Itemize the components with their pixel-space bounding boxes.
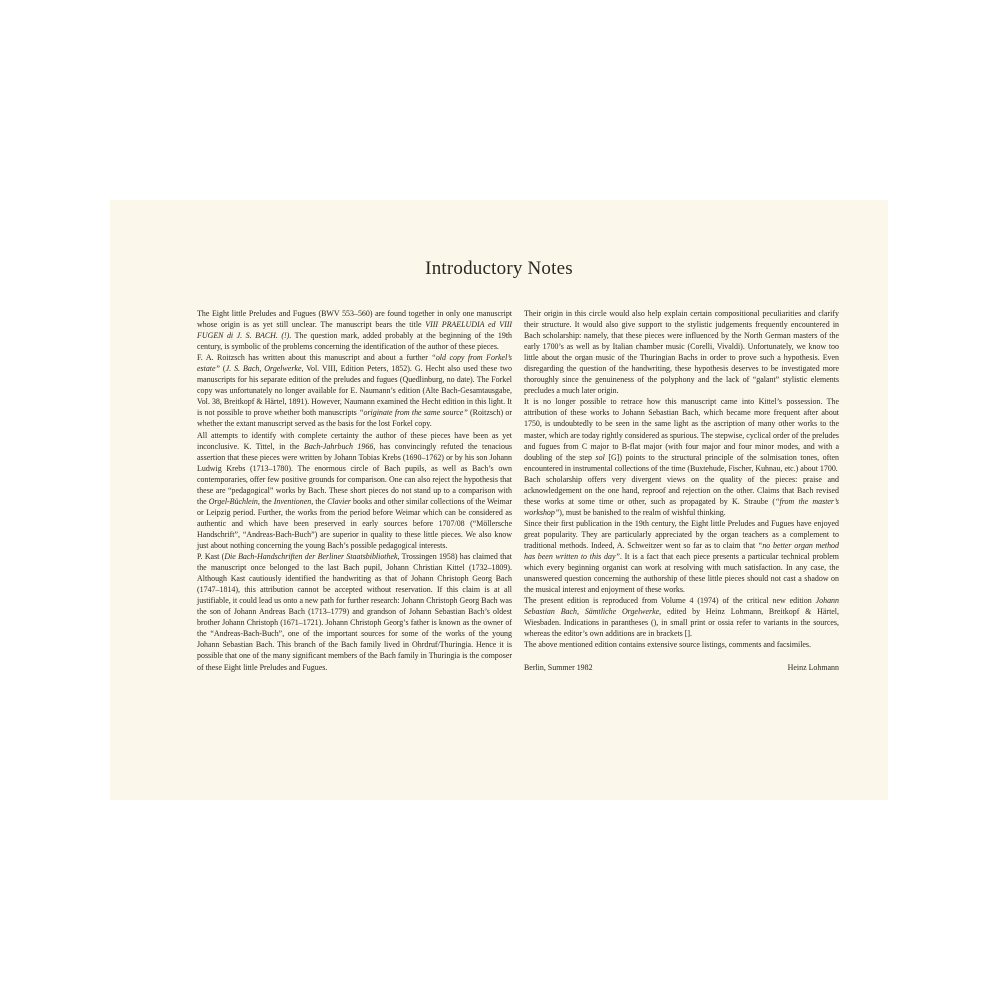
paragraph: The Eight little Preludes and Fugues (BWV 553–560) are found together in only one manuscript whose origin is as yet still unclear. The manuscript bears the title VIII PRAELUDIA ed VIII FUGEN di J. S. BACH. (!). The question mark, added probably at the beginning of the 19th century, is symbolic of the problems concerning the identification of the author of these pieces. bbox=[197, 309, 513, 352]
left-column bbox=[197, 308, 512, 673]
paragraph: All attempts to identify with complete certainty the author of these pieces have been as yet inconclusive. K. Tittel, in the Bach-Jahrbuch 1966, has convincingly refuted the tenacious assertion that these pieces were written by Johann Tobias Krebs (1690–1762) or by his son Johann Ludwig Krebs (1713–1780). The enormous circle of Bach pupils, as well as Bach’s own contemporaries, offer few positive grounds for comparison. One can also reject the hypothesis that these are “pedagogical” works by Bach. These short pieces do not stand up to a comparison with the Orgel-Büchlein, the Inventionen, the Clavier books and other similar collections of the Weimar or Leipzig period. Further, the works from the period before Weimar which can be considered as authentic and which have been preserved in early sources before 1707/08 (“Möllersche Handschrift”, “Andreas-Bach-Buch”) are superior in quality to these little pieces. We also know just about nothing concerning the young Bach’s possible pedagogical interests. bbox=[197, 430, 513, 550]
paragraph: P. Kast (Die Bach-Handschriften der Berliner Staatsbibliothek, Trossingen 1958) has claimed that the manuscript once belonged to the last Bach pupil, Johann Christian Kittel (1732–1809). Although Kast cautiously identified the handwriting as that of Johann Christoph Georg Bach (1747–1814), this attribution cannot be accepted without reservation. If this claim is at all justifiable, it could lead us onto a new path for further research: Johann Christoph Georg Bach was the son of Johann Andreas Bach (1713–1779) and grandson of Johann Sebastian Bach’s oldest brother Johann Christoph (1671–1721). Johann Christoph Georg’s father is known as the owner of the “Andreas-Bach-Buch”, one of the important sources for some of the works of the young Johann Sebastian Bach. This branch of the Bach family lived in Ohrdruf/Thuringia. Hence it is possible that one of the many significant members of the Bach family in Thuringia is the composer of these Eight little Preludes and Fugues. bbox=[197, 552, 512, 672]
paragraph: Bach scholarship offers very divergent views on the quality of the pieces: praise and acknowledgement on the one hand, reproof and rejection on the other. Claims that Bach revised these works at some time or other, such as propagated by K. Straube (“from the master’s workshop”), must be banished to the realm of wishful thinking. bbox=[524, 474, 840, 517]
place-date: Berlin, Summer 1982 bbox=[524, 663, 593, 673]
paragraph: F. A. Roitzsch has written about this manuscript and about a further “old copy from Forkel’s estate” (J. S. Bach, Orgelwerke, Vol. VIII, Edition Peters, 1852). G. Hecht also used these two manuscripts for his separate edition of the preludes and fugues (Quedlinburg, no date). The Forkel copy was unfortunately no longer available for E. Naumann’s edition (Alte Bach-Gesamtausgabe, Vol. 38, Breitkopf & Härtel, 1891). However, Naumann examined the Hecht edition in this light. It is not possible to prove whether both manuscripts “originate from the same source” (Roitzsch) or whether the extant manuscript served as the basis for the lost Forkel copy. bbox=[197, 353, 512, 429]
document-page bbox=[110, 200, 888, 800]
paragraph: Their origin in this circle would also help explain certain compositional peculiarities and clarify their structure. It would also give support to the stylistic judgements frequently encountered in Bach scholarship: namely, that these pieces were influenced by the North German masters of the early 1700’s as well as by Italian chamber music (Corelli, Vivaldi). Unfortunately, we know too little about the organ music of the Thuringian Bachs in order to prove such a hypothesis. Even disregarding the question of the handwriting, these hypothesis deserves to be investigated more thoroughly since the genuineness of the polyphony and the lack of “galant” stylistic elements precludes a much later origin. bbox=[524, 309, 839, 396]
page-title: Introductory Notes bbox=[425, 258, 573, 279]
paragraph: It is no longer possible to retrace how this manuscript came into Kittel’s possession. The attribution of these works to Johann Sebastian Bach, which became more frequent after about 1750, is undoubtedly to be seen in the same light as the ascription of many other works to the master, which are today rightly considered as spurious. The stepwise, cyclical order of the preludes and fugues from C major to B-flat major (with four major and four minor modes, and with a doubling of the step sol [G]) points to the structural principle of the solmisation tones, often encountered in instrumental collections of the time (Buxtehude, Fischer, Kuhnau, etc.) about 1700. bbox=[524, 397, 839, 473]
right-column bbox=[524, 308, 839, 674]
paragraph: The present edition is reproduced from Volume 4 (1974) of the critical new edition Johann Sebastian Bach, Sämtliche Orgelwerke, edited by Heinz Lohmann, Breitkopf & Härtel, Wiesbaden. Indications in parantheses (), in small print or ossia refer to variants in the sources, whereas the editor’s own additions are in brackets []. bbox=[524, 596, 839, 639]
paragraph: Since their first publication in the 19th century, the Eight little Preludes and Fugues have enjoyed great popularity. They are particularly appreciated by the organ teachers as a complement to traditional methods. Indeed, A. Schweitzer went so far as to claim that “no better organ method has been written to this day”. It is a fact that each piece presents a particular technical problem which every beginning organist can work at resolving with much satisfaction. In any case, the unanswered question concerning the authorship of these little pieces should not cast a shadow on the musical interest and enjoyment of these works. bbox=[524, 518, 839, 595]
signature-line bbox=[524, 662, 839, 673]
author-name: Heinz Lohmann bbox=[787, 663, 839, 673]
paragraph: The above mentioned edition contains extensive source listings, comments and facsimiles. bbox=[524, 640, 812, 650]
